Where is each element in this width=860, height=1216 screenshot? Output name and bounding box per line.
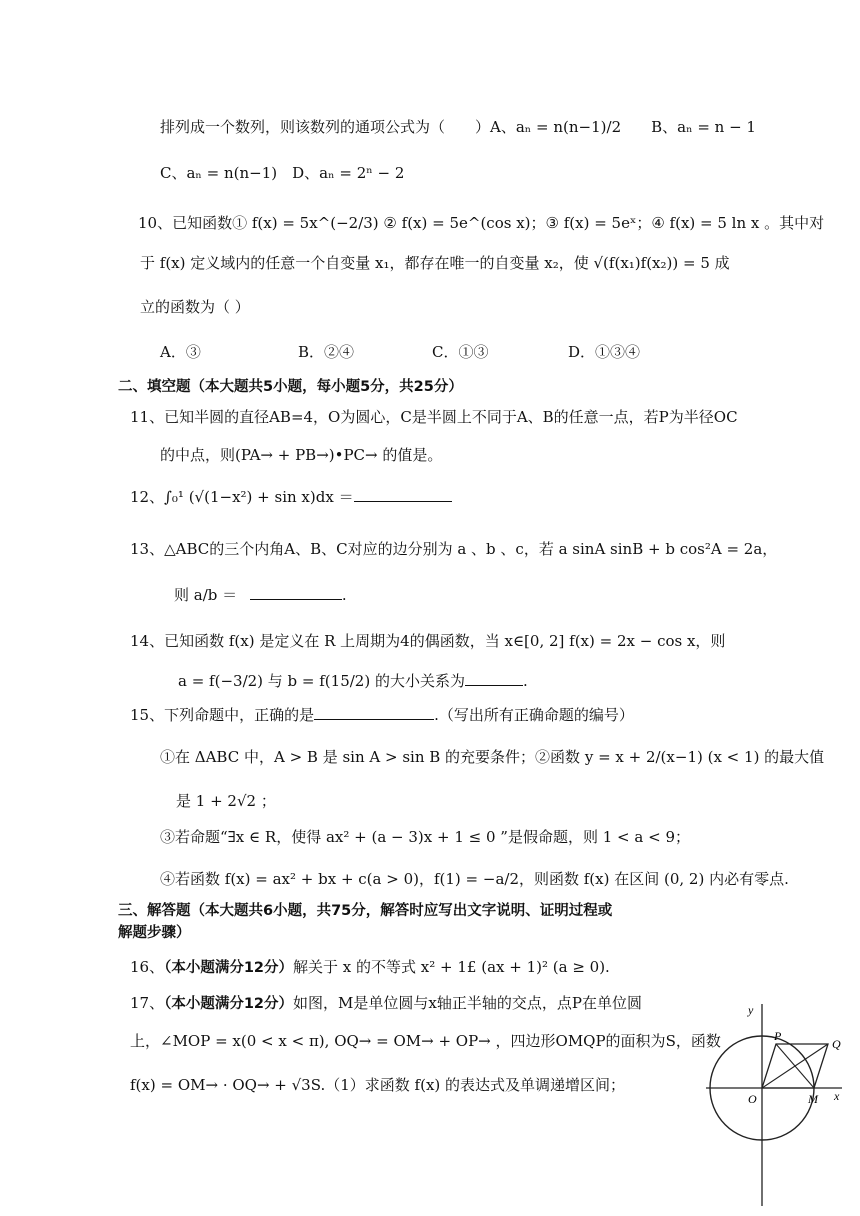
q15-line-5: ④若函数 f(x) = ax² + bx + c(a > 0)，f(1) = −a/2，则函数 f(x) 在区间 (0, 2) 内必有零点.: [160, 870, 789, 888]
q10-option-b: B．②④: [298, 343, 355, 361]
label-x: x: [834, 1089, 840, 1103]
q13-text: 则 a/b ＝: [174, 586, 238, 604]
q16-number: 16、: [130, 958, 165, 976]
unit-circle-figure: [704, 1000, 850, 1210]
q15-answer-blank[interactable]: [314, 705, 434, 720]
q10-line-2: 于 f(x) 定义域内的任意一个自变量 x₁，都存在唯一的自变量 x₂，使 √(f(x₁)f(x₂)) = 5 成: [140, 254, 730, 272]
q14-end: .: [522, 672, 528, 690]
q15-line-4: ③若命题“∃x ∈ R，使得 ax² + (a − 3)x + 1 ≤ 0 ”是假命题，则 1 < a < 9；: [160, 828, 690, 846]
q15-line-2: ①在 ΔABC 中，A > B 是 sin A > sin B 的充要条件；②函数 y = x + 2/(x−1) (x < 1) 的最大值: [160, 748, 825, 766]
q13-end: .: [341, 586, 347, 604]
q12-answer-blank[interactable]: [354, 487, 452, 502]
section-3-heading-line-1: 三、解答题（本大题共6小题，共75分，解答时应写出文字说明、证明过程或: [118, 903, 613, 919]
diagonal-pm: [776, 1044, 814, 1088]
q17-line-3: f(x) = OM→ · OQ→ + √3S.（1）求函数 f(x) 的表达式及单调递增区间；: [130, 1076, 626, 1094]
q11-line-2: 的中点，则(PA→ + PB→)•PC→ 的值是。: [160, 446, 443, 464]
q15-end: .（写出所有正确命题的编号）: [434, 706, 634, 724]
q17-number: 17、: [130, 994, 165, 1012]
q10-line-3: 立的函数为（ ）: [140, 298, 250, 316]
q12-text: 12、∫₀¹ (√(1−x²) + sin x)dx ＝: [130, 488, 354, 506]
q15-line-1: [130, 704, 634, 726]
q14-line-2: [178, 670, 528, 692]
q14-text: a = f(−3/2) 与 b = f(15/2) 的大小关系为: [178, 672, 465, 690]
q17-body: 如图，M是单位圆与x轴正半轴的交点，点P在单位圆: [293, 994, 642, 1012]
label-m: M: [808, 1092, 818, 1106]
q16-score-tag: （本小题满分12分）: [164, 960, 294, 976]
q16-line: [130, 956, 610, 979]
q14-line-1: 14、已知函数 f(x) 是定义在 R 上周期为4的偶函数，当 x∈[0, 2] f(x) = 2x − cos x，则: [130, 632, 726, 650]
q14-answer-blank[interactable]: [465, 671, 523, 686]
q11-line-1: 11、已知半圆的直径AB=4，O为圆心，C是半圆上不同于A、B的任意一点，若P为半径OC: [130, 408, 738, 426]
q17-score-tag: （本小题满分12分）: [164, 996, 294, 1012]
q10-option-d: D．①③④: [568, 343, 641, 361]
q10-line-1: 10、已知函数① f(x) = 5x^(−2/3) ② f(x) = 5e^(cos x)；③ f(x) = 5eˣ；④ f(x) = 5 ln x 。其中对: [138, 214, 825, 232]
label-y: y: [748, 1003, 754, 1017]
q13-line-1: 13、△ABC的三个内角A、B、C对应的边分别为 a 、b 、c，若 a sinA sinB + b cos²A = 2a，: [130, 540, 778, 558]
q16-body: 解关于 x 的不等式 x² + 1£ (ax + 1)² (a ≥ 0).: [293, 958, 610, 976]
q17-line-1: [130, 992, 642, 1015]
section-2-heading: 二、填空题（本大题共5小题，每小题5分，共25分）: [118, 379, 463, 395]
q9-line-1: 排列成一个数列，则该数列的通项公式为（ ）A、aₙ = n(n−1)/2 B、aₙ = n − 1: [160, 118, 756, 136]
q12-line-1: [130, 486, 452, 508]
q13-answer-blank[interactable]: [250, 585, 342, 600]
q10-option-c: C．①③: [432, 343, 489, 361]
q17-line-2: 上，∠MOP = x(0 < x < π), OQ→ = OM→ + OP→ ，四边形OMQP的面积为S，函数: [130, 1032, 721, 1050]
label-o: O: [748, 1092, 757, 1106]
label-p: P: [774, 1029, 782, 1043]
q9-line-2: C、aₙ = n(n−1) D、aₙ = 2ⁿ − 2: [160, 164, 405, 182]
q13-line-2: [174, 584, 347, 606]
section-3-heading-line-2: 解题步骤）: [118, 925, 191, 941]
label-q: Q: [832, 1037, 841, 1051]
q15-line-3: 是 1 + 2√2 ；: [176, 792, 276, 810]
q15-text: 15、下列命题中，正确的是: [130, 706, 315, 724]
q10-option-a: A．③: [160, 343, 201, 361]
